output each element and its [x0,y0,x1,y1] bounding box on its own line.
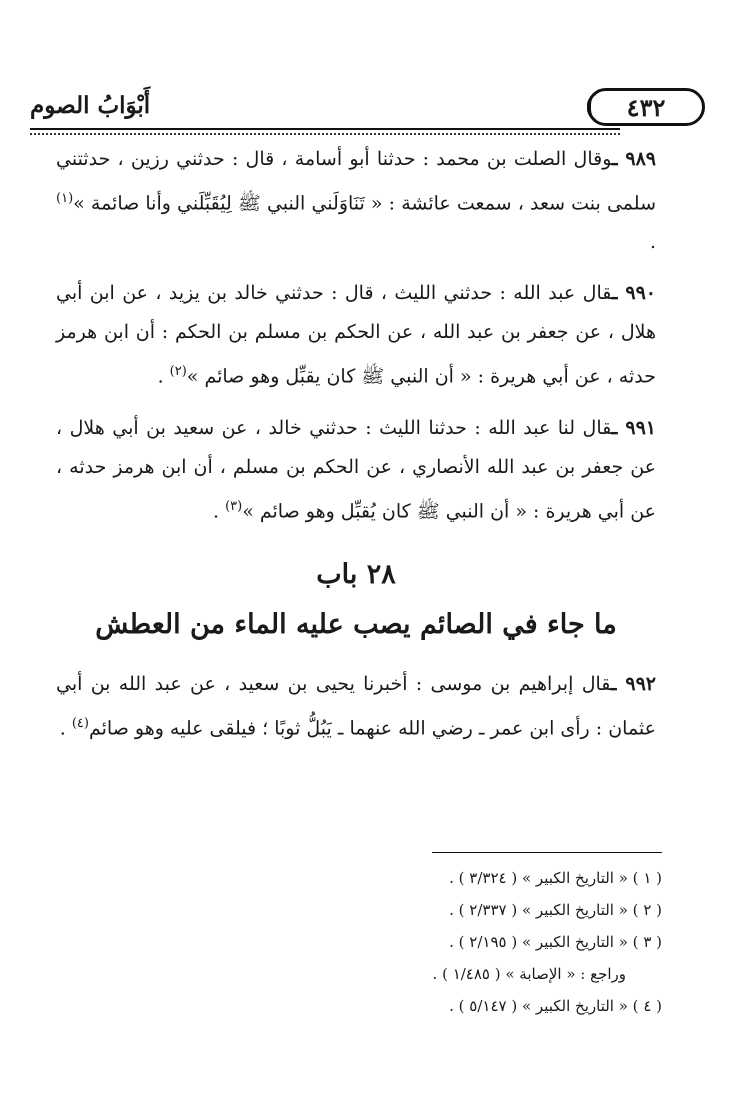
book-title: أَبْوَابُ الصوم [30,92,151,119]
footnote-ref: (٢) [169,364,187,380]
end-mark: . [212,499,226,522]
header-rule [30,128,620,130]
hadith-number: ٩٩١ ـ [611,416,656,439]
end-mark: . [157,365,170,388]
page-header [30,82,705,132]
footnote-separator [432,852,662,853]
end-mark: . [59,717,72,740]
footnote-ref: (٣) [225,498,243,514]
footnote-ref: (١) [56,191,74,206]
footnote-3: ( ٣ ) « التاريخ الكبير » ( ٢/١٩٥ ) . [449,933,662,951]
end-mark: . [649,231,656,254]
hadith-number: ٩٩٢ ـ [610,672,656,695]
footnote-4: ( ٤ ) « التاريخ الكبير » ( ٥/١٤٧ ) . [449,997,662,1015]
hadith-992 [56,665,656,748]
hadith-text: قال لنا عبد الله : حدثنا الليث : حدثني خالد ، عن سعيد بن أبي هلال ، عن جعفر بن عبد الله الأنصاري ، عن الحكم بن مسلم ، أن ابن هرمز حدثه ، عن أبي هريرة : « أن النبي ﷺ كان يُقبِّل وهو صائم » [56,416,656,522]
header-rule-dotted [30,133,620,135]
main-text [56,140,656,760]
footnote-2: ( ٢ ) « التاريخ الكبير » ( ٢/٣٣٧ ) . [449,901,662,919]
hadith-text: وقال الصلت بن محمد : حدثنا أبو أسامة ، قال : حدثني رزين ، حدثتني سلمى بنت سعد ، سمعت عائشة : « تَنَاوَلَني النبي ﷺ لِيُقَبِّلَني وأنا صائمة » [56,148,656,215]
footnote-1: ( ١ ) « التاريخ الكبير » ( ٣/٣٢٤ ) . [449,869,662,887]
chapter-number: ٢٨ باب [316,558,396,590]
hadith-number: ٩٨٩ ـ [612,148,656,170]
hadith-number: ٩٩٠ ـ [611,282,656,305]
hadith-989 [56,140,656,262]
footnotes [360,862,662,1022]
chapter-title: ما جاء في الصائم يصب عليه الماء من العطش [95,608,617,640]
footnote-3-see-also: وراجع : « الإصابة » ( ١/٤٨٥ ) . [432,965,626,983]
hadith-text: قال عبد الله : حدثني الليث ، قال : حدثني خالد بن يزيد ، عن ابن أبي هلال ، عن جعفر بن عبد الله ، عن الحكم بن مسلم بن الحكم : أن ابن هرمز حدثه ، عن أبي هريرة : « أن النبي ﷺ كان يقبِّل وهو صائم » [56,282,656,388]
hadith-text: قال إبراهيم بن موسى : أخبرنا يحيى بن سعيد ، عن عبد الله بن أبي عثمان : رأى ابن عمر ـ رضي الله عنهما ـ يَبُلُّ ثوبًا ؛ فيلقى عليه وهو صائم [56,672,656,740]
footnote-ref: (٤) [71,715,89,731]
hadith-991 [56,409,656,531]
hadith-990 [56,274,656,396]
page-number: ٤٣٢ [587,88,705,126]
